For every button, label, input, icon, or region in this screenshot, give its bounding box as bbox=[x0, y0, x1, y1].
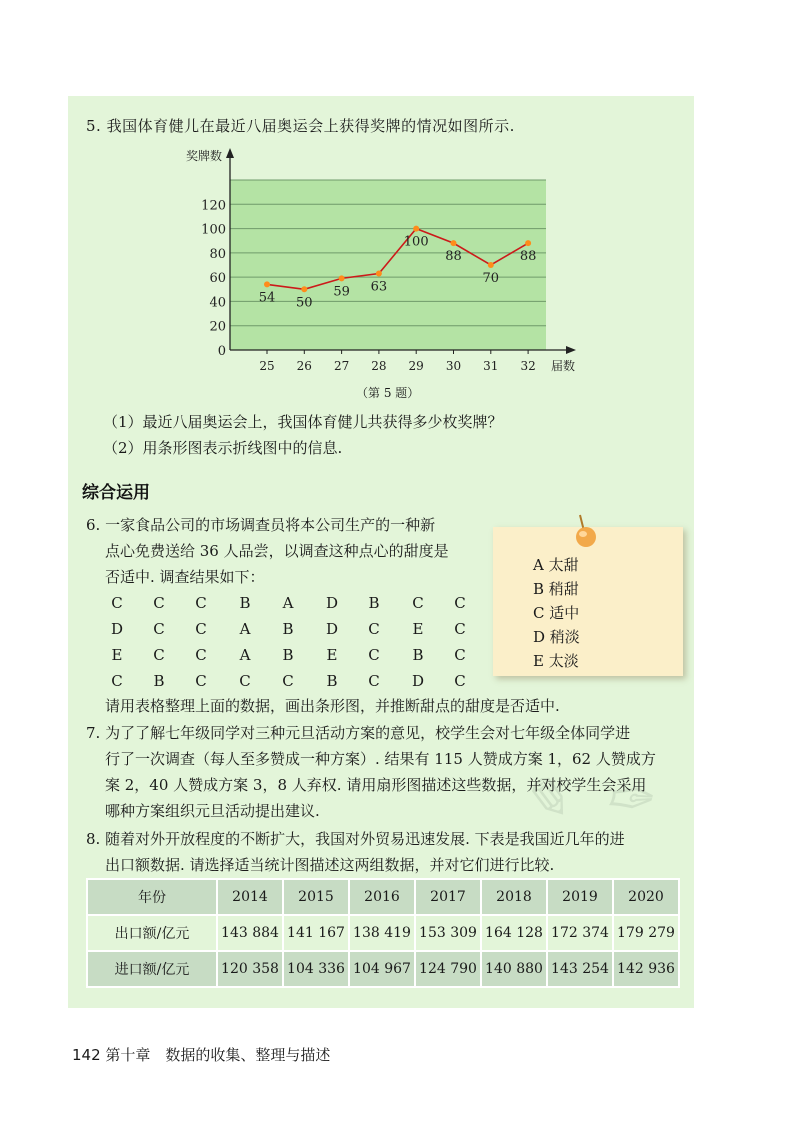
problem-7-line-2: 行了一次调查（每人至多赞成一种方案）. 结果有 115 人赞成方案 1，62 人赞成方 bbox=[105, 750, 656, 768]
table-cell: 142 936 bbox=[613, 951, 679, 987]
x-axis-arrow bbox=[566, 346, 576, 354]
data-point bbox=[376, 271, 382, 277]
x-tick-label: 28 bbox=[371, 359, 387, 373]
grid-cell: C bbox=[239, 672, 251, 690]
table-cell: 164 128 bbox=[481, 915, 547, 951]
grid-cell: D bbox=[411, 672, 425, 690]
y-tick-label: 0 bbox=[217, 344, 226, 359]
table-cell: 2018 bbox=[481, 879, 547, 915]
x-tick-label: 25 bbox=[259, 359, 275, 373]
y-tick-label: 100 bbox=[201, 222, 226, 238]
data-point bbox=[339, 275, 345, 281]
table-cell: 143 884 bbox=[217, 915, 283, 951]
x-tick-label: 32 bbox=[520, 359, 536, 373]
grid-cell: C bbox=[368, 620, 380, 638]
y-tick-label: 120 bbox=[201, 198, 226, 214]
data-label: 88 bbox=[445, 249, 462, 265]
table-header-row bbox=[87, 879, 679, 915]
data-point bbox=[488, 262, 494, 268]
grid-cell: C bbox=[195, 646, 207, 664]
grid-cell: C bbox=[368, 646, 380, 664]
problem-6-line-3: 否适中. 调查结果如下： bbox=[105, 568, 265, 586]
grid-cell: C bbox=[282, 672, 294, 690]
grid-cell: B bbox=[282, 620, 294, 638]
grid-cell: D bbox=[325, 594, 339, 612]
table-cell: 143 254 bbox=[547, 951, 613, 987]
problem-5-question-1: （1）最近八届奥运会上，我国体育健儿共获得多少枚奖牌？ bbox=[103, 413, 503, 431]
table-cell: 172 374 bbox=[547, 915, 613, 951]
grid-cell: C bbox=[454, 672, 466, 690]
grid-cell: B bbox=[368, 594, 380, 612]
grid-cell: D bbox=[325, 620, 339, 638]
grid-cell: E bbox=[412, 620, 424, 638]
y-tick-label: 80 bbox=[209, 246, 226, 262]
page-number: 142 bbox=[72, 1046, 101, 1064]
option-e: E 太淡 bbox=[533, 652, 579, 670]
option-d: D 稍淡 bbox=[533, 628, 580, 646]
data-point bbox=[525, 240, 531, 246]
grid-cell: A bbox=[282, 594, 294, 612]
problem-8-line-2: 出口额数据. 请选择适当统计图描述这两组数据，并对它们进行比较. bbox=[105, 856, 555, 874]
problem-7-line-1: 7. 为了了解七年级同学对三种元旦活动方案的意见，校学生会对七年级全体同学进 bbox=[86, 724, 631, 742]
grid-cell: E bbox=[326, 646, 338, 664]
data-label: 50 bbox=[296, 295, 313, 311]
grid-cell: C bbox=[454, 646, 466, 664]
x-tick-label: 29 bbox=[408, 359, 424, 373]
grid-cell: E bbox=[111, 646, 123, 664]
table-cell: 141 167 bbox=[283, 915, 349, 951]
y-tick-label: 40 bbox=[209, 295, 226, 311]
x-axis-title: 届数 bbox=[551, 359, 576, 373]
grid-cell: B bbox=[412, 646, 424, 664]
table-cell: 2019 bbox=[547, 879, 613, 915]
data-label: 59 bbox=[333, 284, 350, 300]
grid-cell: D bbox=[110, 620, 124, 638]
problem-5-text: 5. 我国体育健儿在最近八届奥运会上获得奖牌的情况如图所示. bbox=[86, 117, 515, 135]
table-cell: 2017 bbox=[415, 879, 481, 915]
export-row-label: 出口额/亿元 bbox=[87, 915, 217, 951]
table-cell: 140 880 bbox=[481, 951, 547, 987]
page-footer bbox=[72, 1044, 330, 1065]
data-point bbox=[451, 240, 457, 246]
data-point bbox=[301, 286, 307, 292]
chapter-title: 第十章 数据的收集、整理与描述 bbox=[105, 1046, 331, 1064]
chart-caption: （第 5 题） bbox=[356, 386, 420, 400]
grid-cell: C bbox=[368, 672, 380, 690]
problem-7-line-3: 案 2，40 人赞成方案 3，8 人弃权. 请用扇形图描述这些数据，并对校学生会采用 bbox=[105, 776, 647, 794]
grid-cell: B bbox=[282, 646, 294, 664]
problem-6-instruction: 请用表格整理上面的数据，画出条形图，并推断甜点的甜度是否适中. bbox=[105, 697, 560, 715]
grid-cell: C bbox=[195, 620, 207, 638]
data-label: 63 bbox=[370, 279, 388, 295]
table-cell: 179 279 bbox=[613, 915, 679, 951]
table-cell: 104 336 bbox=[283, 951, 349, 987]
grid-cell: C bbox=[153, 646, 165, 664]
line-chart bbox=[180, 140, 580, 380]
section-title: 综合运用 bbox=[82, 483, 150, 503]
grid-cell: C bbox=[111, 672, 123, 690]
grid-cell: C bbox=[153, 620, 165, 638]
table-cell: 153 309 bbox=[415, 915, 481, 951]
table-cell: 2014 bbox=[217, 879, 283, 915]
table-cell: 120 358 bbox=[217, 951, 283, 987]
problem-5-question-2: （2）用条形图表示折线图中的信息. bbox=[103, 439, 343, 457]
trade-data-table bbox=[86, 878, 680, 988]
y-axis-title: 奖牌数 bbox=[186, 149, 223, 163]
problem-6-line-2: 点心免费送给 36 人品尝，以调查这种点心的甜度是 bbox=[105, 542, 449, 560]
table-cell: 124 790 bbox=[415, 951, 481, 987]
table-row-exports bbox=[87, 915, 679, 951]
grid-cell: C bbox=[195, 672, 207, 690]
data-point bbox=[413, 226, 419, 232]
data-label: 54 bbox=[258, 290, 276, 306]
grid-cell: B bbox=[153, 672, 165, 690]
grid-cell: B bbox=[326, 672, 338, 690]
problem-6-line-1: 6. 一家食品公司的市场调查员将本公司生产的一种新 bbox=[86, 516, 436, 534]
table-cell: 138 419 bbox=[349, 915, 415, 951]
data-label: 88 bbox=[519, 249, 537, 265]
grid-cell: C bbox=[454, 620, 466, 638]
plot-background bbox=[230, 180, 546, 350]
grid-cell: C bbox=[454, 594, 466, 612]
table-cell: 2016 bbox=[349, 879, 415, 915]
data-label: 100 bbox=[403, 234, 429, 250]
grid-cell: C bbox=[111, 594, 123, 612]
y-tick-label: 60 bbox=[209, 271, 226, 287]
table-header-label: 年份 bbox=[87, 879, 217, 915]
option-b: B 稍甜 bbox=[533, 580, 579, 598]
grid-cell: C bbox=[153, 594, 165, 612]
pushpin-icon bbox=[572, 513, 598, 551]
x-tick-label: 26 bbox=[296, 359, 312, 373]
grid-cell: B bbox=[239, 594, 251, 612]
x-tick-label: 31 bbox=[483, 359, 499, 373]
y-axis-arrow bbox=[226, 148, 234, 158]
problem-7-line-4: 哪种方案组织元旦活动提出建议. bbox=[105, 802, 320, 820]
table-cell: 2020 bbox=[613, 879, 679, 915]
data-label: 70 bbox=[482, 271, 500, 286]
table-row-imports bbox=[87, 951, 679, 987]
table-cell: 104 967 bbox=[349, 951, 415, 987]
problem-8-line-1: 8. 随着对外开放程度的不断扩大，我国对外贸易迅速发展. 下表是我国近几年的进 bbox=[86, 830, 625, 848]
grid-cell: C bbox=[195, 594, 207, 612]
table-cell: 2015 bbox=[283, 879, 349, 915]
import-row-label: 进口额/亿元 bbox=[87, 951, 217, 987]
data-point bbox=[264, 281, 270, 287]
y-tick-label: 20 bbox=[209, 319, 226, 335]
option-a: A 太甜 bbox=[533, 556, 579, 574]
grid-cell: A bbox=[239, 646, 251, 664]
grid-cell: C bbox=[412, 594, 424, 612]
grid-cell: A bbox=[239, 620, 251, 638]
x-tick-label: 27 bbox=[333, 359, 350, 373]
watermark-decoration: ✎ ✑ bbox=[520, 765, 660, 833]
x-tick-label: 30 bbox=[445, 359, 462, 373]
option-c: C 适中 bbox=[533, 604, 580, 622]
